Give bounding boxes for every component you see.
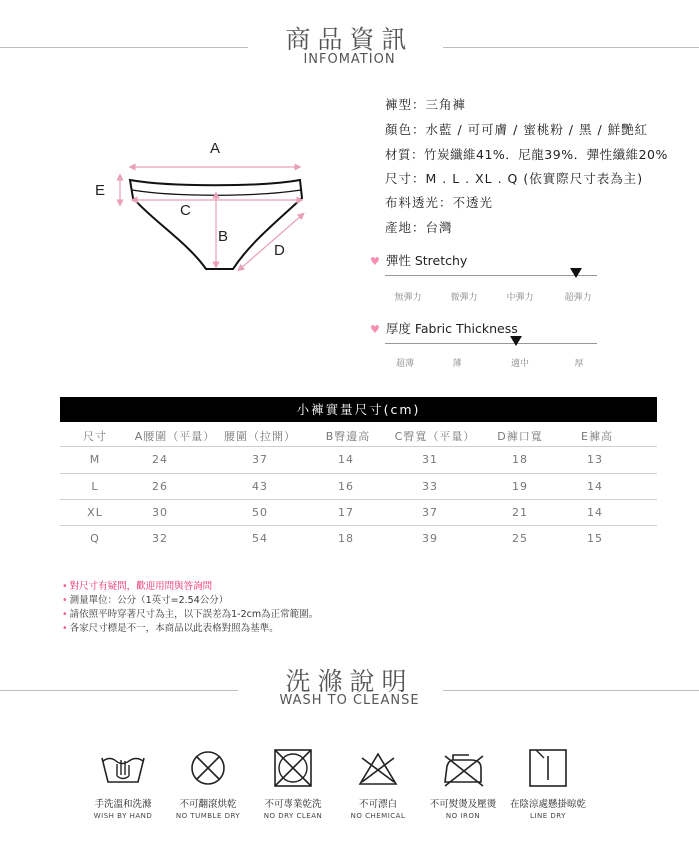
label-d: D <box>274 242 285 259</box>
stretch-gauge-marker <box>570 268 582 278</box>
stretch-gauge-title: ♥ 彈性 Stretchy <box>370 253 468 268</box>
row-divider <box>60 499 657 500</box>
note-4: • 各家尺寸標是不一，本商品以此表格對照為基準。 <box>62 623 279 634</box>
col-b: B臀邊高 <box>325 430 371 443</box>
heart-icon: ♥ <box>370 255 380 268</box>
care-no-bleach: 不可漂白 NO CHEMICAL <box>338 748 418 820</box>
care-no-dry-clean: 不可專業乾洗 NO DRY CLEAN <box>253 748 333 820</box>
label-a: A <box>210 140 221 157</box>
care-no-iron: 不可熨燙及壓燙 NO IRON <box>423 748 503 820</box>
info-subtitle: INFOMATION <box>303 52 396 67</box>
thickness-gauge-title: ♥ 厚度 Fabric Thickness <box>370 321 518 336</box>
line-dry-icon <box>528 748 568 788</box>
label-e: E <box>95 182 106 199</box>
row-divider <box>60 473 657 474</box>
stretch-label-3: 中彈力 <box>506 293 534 303</box>
thickness-label-2: 薄 <box>452 359 462 369</box>
label-c: C <box>180 202 191 219</box>
wash-subtitle: WASH TO CLEANSE <box>279 693 420 708</box>
thickness-gauge-marker <box>510 336 522 346</box>
size-table-title: 小褲實量尺寸(cm) <box>60 397 657 422</box>
stretch-gauge-line <box>385 275 597 276</box>
no-bleach-icon <box>356 748 400 788</box>
col-waist-stretch: 腰圍（拉開） <box>224 430 296 443</box>
no-dry-clean-icon <box>273 748 313 788</box>
stretch-label-2: 微彈力 <box>450 293 478 303</box>
spec-material: 材質：竹炭纖維41%．尼龍39%．彈性纖維20% <box>385 147 668 162</box>
heart-icon: ♥ <box>370 323 380 336</box>
label-b: B <box>218 228 229 245</box>
spec-color: 顏色：水藍 / 可可膚 / 蜜桃粉 / 黑 / 鮮艷紅 <box>385 122 649 137</box>
spec-type: 褲型：三角褲 <box>385 97 467 112</box>
no-iron-icon <box>439 748 487 788</box>
col-size: 尺寸 <box>83 430 107 443</box>
col-a: A腰圍（平量） <box>134 430 216 443</box>
thickness-label-4: 厚 <box>574 359 584 369</box>
note-3: • 請依照平時穿著尺寸為主，以下誤差為1-2cm為正常範圍。 <box>62 609 319 620</box>
note-2: • 測量單位：公分（1英寸=2.54公分） <box>62 595 229 606</box>
care-no-tumble-dry: 不可翻滾烘乾 NO TUMBLE DRY <box>168 748 248 820</box>
spec-opacity: 布料透光：不透光 <box>385 195 494 210</box>
thickness-gauge-line <box>385 343 597 344</box>
col-e: E褲高 <box>581 430 613 443</box>
care-hand-wash: 手洗溫和洗滌 WISH BY HAND <box>83 748 163 820</box>
thickness-label-3: 適中 <box>510 359 529 369</box>
info-title: 商品資訊 <box>285 25 414 54</box>
no-tumble-dry-icon <box>188 748 228 788</box>
wash-title: 洗滌說明 <box>285 667 414 696</box>
row-divider <box>60 525 657 526</box>
stretch-label-4: 超彈力 <box>564 293 592 303</box>
row-divider <box>60 446 657 447</box>
stretch-label-1: 無彈力 <box>394 293 422 303</box>
col-c: C臀寬（平量） <box>394 430 476 443</box>
col-d: D褲口寬 <box>497 430 543 443</box>
care-line-dry: 在陰涼處懸掛晾乾 LINE DRY <box>508 748 588 820</box>
brief-diagram <box>90 135 320 275</box>
spec-origin: 產地：台灣 <box>385 220 453 235</box>
note-1: • 對尺寸有疑問，歡迎用問與答詢問 <box>62 581 213 592</box>
spec-size: 尺寸：M . L . XL . Q (依實際尺寸表為主) <box>385 171 644 186</box>
thickness-label-1: 超薄 <box>395 359 414 369</box>
hand-wash-icon <box>98 748 148 788</box>
